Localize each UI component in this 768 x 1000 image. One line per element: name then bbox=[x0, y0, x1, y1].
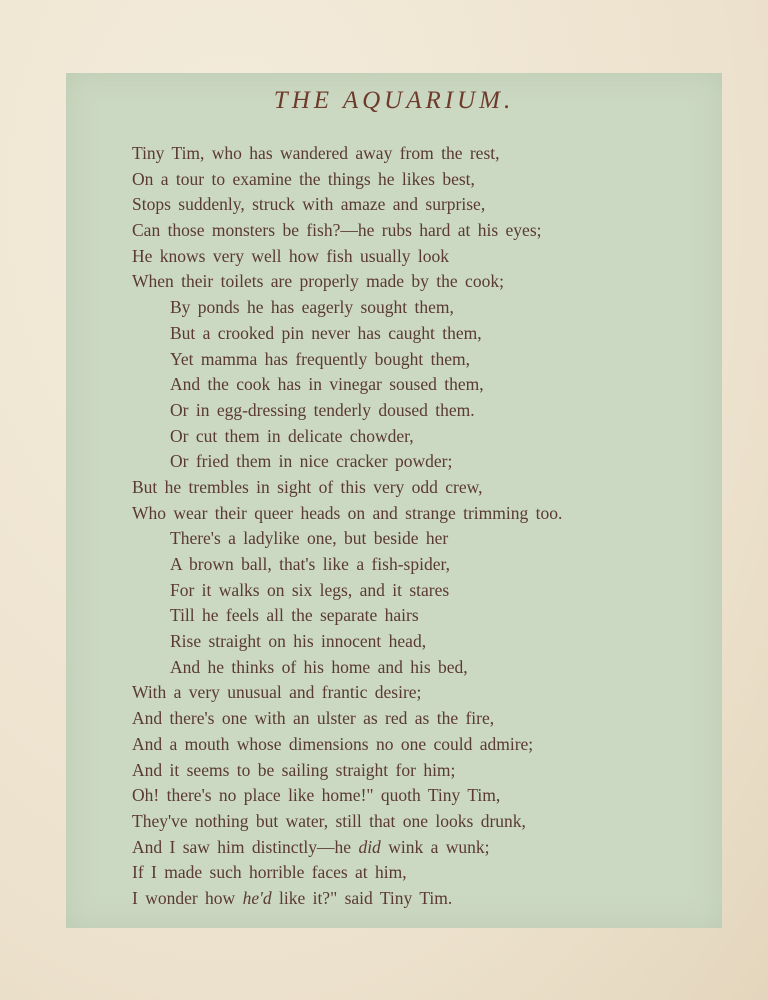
poem-line: Stops suddenly, struck with amaze and surprise, bbox=[132, 194, 486, 215]
poem-line-end: like it?" said Tiny Tim. bbox=[271, 887, 453, 908]
poem-line-start: I wonder how bbox=[132, 887, 243, 908]
poem-line: With a very unusual and frantic desire; bbox=[132, 682, 422, 703]
poem-line: When their toilets are properly made by the cook; bbox=[132, 271, 504, 292]
poem-line-start: And I saw him distinctly—he bbox=[132, 836, 359, 857]
poem-line: Oh! there's no place like home!" quoth Tiny Tim, bbox=[132, 785, 501, 806]
poem-line: But a crooked pin never has caught them, bbox=[170, 322, 482, 343]
page-title: THE AQUARIUM. bbox=[273, 87, 515, 114]
poem-line: Yet mamma has frequently bought them, bbox=[170, 348, 470, 369]
poem-line: For it walks on six legs, and it stares bbox=[170, 579, 450, 600]
poem-line: He knows very well how fish usually look bbox=[132, 245, 450, 266]
poem-line bbox=[132, 835, 692, 861]
poem-line: Tiny Tim, who has wandered away from the rest, bbox=[132, 143, 500, 163]
poem-line: But he trembles in sight of this very odd crew, bbox=[132, 476, 483, 497]
poem-line-end: wink a wunk; bbox=[380, 836, 490, 857]
poem-line: By ponds he has eagerly sought them, bbox=[170, 297, 454, 318]
poem-line: On a tour to examine the things he likes best, bbox=[132, 168, 475, 189]
poem-line: Can those monsters be fish?—he rubs hard at his eyes; bbox=[132, 220, 542, 241]
tinted-plate bbox=[66, 73, 722, 928]
poem-line: There's a ladylike one, but beside her bbox=[170, 528, 449, 549]
poem-line: And he thinks of his home and his bed, bbox=[170, 656, 468, 677]
poem-line: Rise straight on his innocent head, bbox=[170, 631, 427, 652]
poem-line: Or in egg-dressing tenderly doused them. bbox=[170, 399, 475, 420]
poem-line: Till he feels all the separate hairs bbox=[170, 605, 419, 626]
poem-body bbox=[132, 141, 692, 912]
poem-line: And a mouth whose dimensions no one could admire; bbox=[132, 733, 534, 754]
poem-line: They've nothing but water, still that one looks drunk, bbox=[132, 810, 526, 831]
poem-line: And the cook has in vinegar soused them, bbox=[170, 374, 484, 395]
poem-line: A brown ball, that's like a fish-spider, bbox=[170, 554, 450, 574]
poem-line: Or cut them in delicate chowder, bbox=[170, 425, 414, 446]
poem-line: If I made such horrible faces at him, bbox=[132, 862, 407, 883]
poem-line-emphasis: did bbox=[358, 836, 381, 857]
poem-line: Who wear their queer heads on and strange trimming too. bbox=[132, 502, 563, 523]
poem-line: Or fried them in nice cracker powder; bbox=[170, 451, 453, 472]
poem-line bbox=[132, 886, 692, 912]
poem-line: And there's one with an ulster as red as the fire, bbox=[132, 708, 495, 729]
poem-line-emphasis: he'd bbox=[242, 887, 272, 908]
poem-line: And it seems to be sailing straight for him; bbox=[132, 759, 456, 780]
